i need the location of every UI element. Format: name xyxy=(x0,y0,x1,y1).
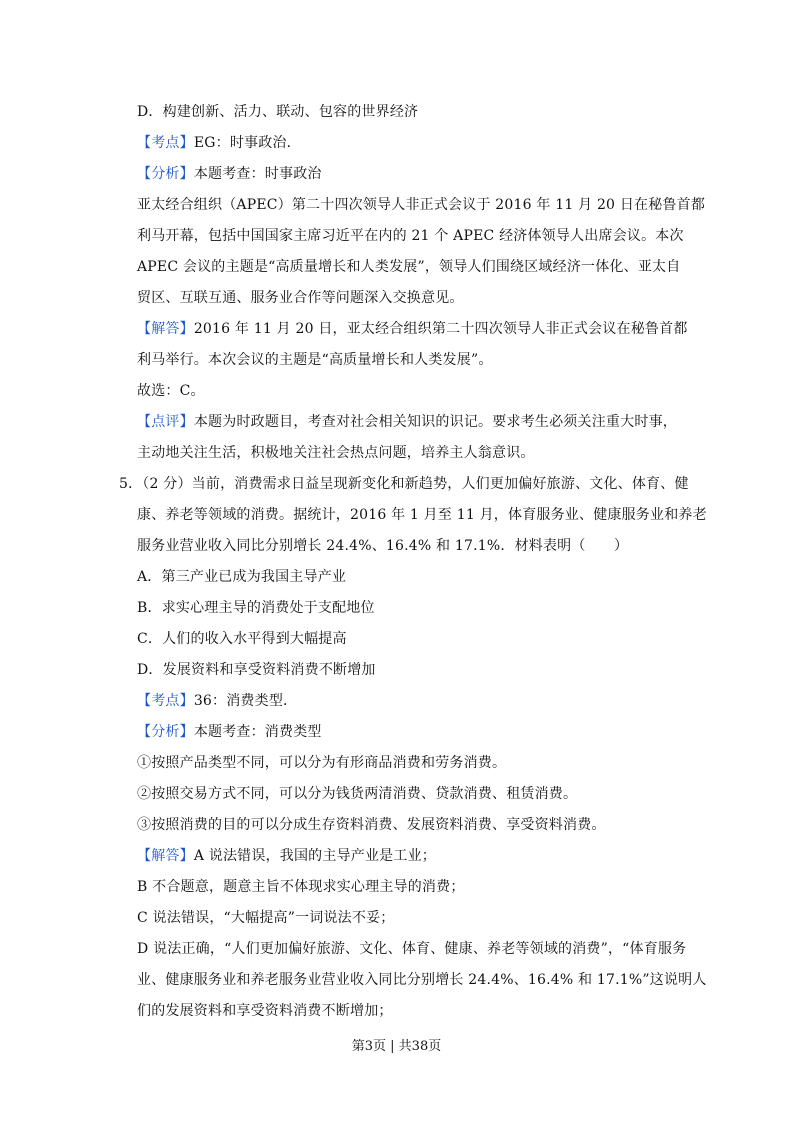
text-line xyxy=(137,784,677,804)
line-text: A．第三产业已成为我国主导产业 xyxy=(137,569,347,585)
line-text: 利马举行。本次会议的主题是“高质量增长和人类发展”。 xyxy=(137,352,493,368)
text-line xyxy=(137,164,677,184)
text-line xyxy=(137,629,677,649)
section-tag: 【分析】 xyxy=(137,724,194,740)
line-text: 服务业营业收入同比分别增长 24.4%、16.4% 和 17.1%．材料表明（ ） xyxy=(137,538,629,554)
line-text: 本题考查：消费类型 xyxy=(193,724,322,740)
text-line xyxy=(137,846,677,866)
text-line xyxy=(137,753,677,773)
line-text: 本题考查：时事政治 xyxy=(193,166,322,182)
line-text: ②按照交易方式不同，可以分为钱货两清消费、贷款消费、租赁消费。 xyxy=(137,786,578,802)
text-line xyxy=(137,1001,677,1021)
text-line xyxy=(137,195,706,215)
section-tag: 【点评】 xyxy=(137,414,194,430)
text-line xyxy=(137,133,677,153)
line-text: 36：消费类型． xyxy=(193,693,298,709)
line-text: EG：时事政治． xyxy=(193,135,301,151)
text-line xyxy=(137,443,677,463)
line-text: ①按照产品类型不同，可以分为有形商品消费和劳务消费。 xyxy=(137,755,507,771)
text-line xyxy=(137,102,677,122)
text-line xyxy=(137,877,677,897)
text-line xyxy=(137,939,687,959)
line-text: APEC 会议的主题是“高质量增长和人类发展”，领导人们围绕区域经济一体化、亚太自 xyxy=(137,259,681,275)
section-tag: 【解答】 xyxy=(137,321,194,337)
line-text: C 说法错误，“大幅提高”一词说法不妥； xyxy=(137,910,395,926)
text-line xyxy=(137,691,677,711)
line-text: D 说法正确，“人们更加偏好旅游、文化、体育、健康、养老等领域的消费”，“体育服务 xyxy=(137,941,687,957)
line-text: 主动地关注生活，积极地关注社会热点问题，培养主人翁意识。 xyxy=(137,445,535,461)
text-line xyxy=(137,815,677,835)
text-line xyxy=(137,350,677,370)
line-text: 2016 年 11 月 20 日，亚太经合组织第二十四次领导人非正式会议在秘鲁首都 xyxy=(193,321,688,337)
line-text: B 不合题意，题意主旨不体现求实心理主导的消费； xyxy=(137,879,465,895)
text-line xyxy=(137,970,707,990)
line-text: 康、养老等领域的消费。据统计，2016 年 1 月至 11 月，体育服务业、健康服务业和养老 xyxy=(137,507,707,523)
text-line xyxy=(137,536,677,556)
line-text: 们的发展资料和享受资料消费不断增加； xyxy=(137,1003,393,1019)
text-line xyxy=(137,908,677,928)
line-text: 业、健康服务业和养老服务业营业收入同比分别增长 24.4%、16.4% 和 17.1%”这说明人 xyxy=(137,972,707,988)
text-line xyxy=(137,412,677,432)
text-line xyxy=(137,381,677,401)
line-text: 5．（2 分）当前，消费需求日益呈现新变化和新趋势，人们更加偏好旅游、文化、体育、健 xyxy=(119,476,689,492)
text-line xyxy=(137,567,677,587)
line-text: D．发展资料和享受资料消费不断增加 xyxy=(137,662,376,678)
page-footer: 第3页 | 共38页 xyxy=(351,1039,442,1054)
section-tag: 【分析】 xyxy=(137,166,194,182)
line-text: 贸区、互联互通、服务业合作等问题深入交换意见。 xyxy=(137,290,464,306)
section-tag: 【考点】 xyxy=(137,135,194,151)
line-text: 故选：C。 xyxy=(137,383,205,399)
line-text: C．人们的收入水平得到大幅提高 xyxy=(137,631,347,647)
section-tag: 【考点】 xyxy=(137,693,194,709)
text-line xyxy=(137,319,688,339)
line-text: A 说法错误，我国的主导产业是工业； xyxy=(193,848,436,864)
text-line xyxy=(119,474,689,494)
line-text: B．求实心理主导的消费处于支配地位 xyxy=(137,600,375,616)
text-line xyxy=(137,598,677,618)
line-text: 亚太经合组织（APEC）第二十四次领导人非正式会议于 2016 年 11 月 20 日在秘鲁首都 xyxy=(137,197,706,213)
text-line xyxy=(137,660,677,680)
text-line xyxy=(137,505,707,525)
line-text: 本题为时政题目，考查对社会相关知识的识记。要求考生必须关注重大时事， xyxy=(193,414,677,430)
section-tag: 【解答】 xyxy=(137,848,194,864)
line-text: 利马开幕，包括中国国家主席习近平在内的 21 个 APEC 经济体领导人出席会议。本次 xyxy=(137,228,684,244)
text-line xyxy=(137,257,681,277)
text-line xyxy=(137,288,677,308)
text-line xyxy=(137,226,684,246)
line-text: ③按照消费的目的可以分成生存资料消费、发展资料消费、享受资料消费。 xyxy=(137,817,606,833)
text-line xyxy=(137,722,677,742)
line-text: D．构建创新、活力、联动、包容的世界经济 xyxy=(137,104,419,120)
